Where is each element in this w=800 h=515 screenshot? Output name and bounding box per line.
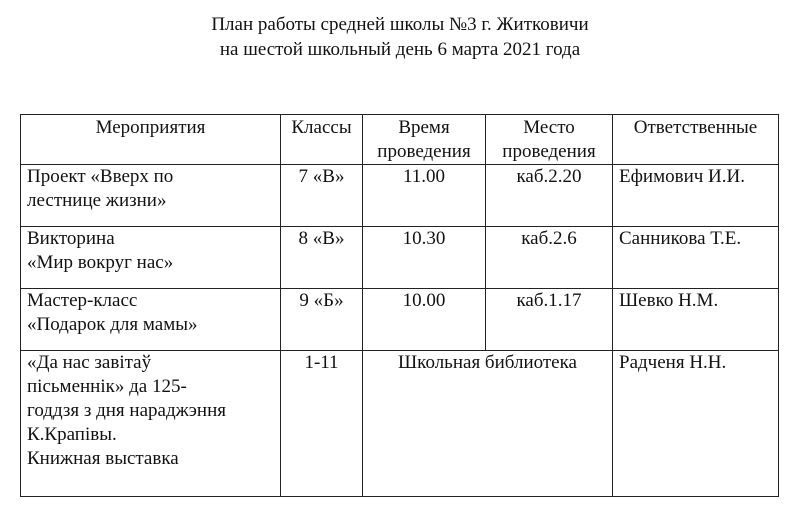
header-event: Мероприятия	[21, 115, 281, 165]
cell-place: каб.1.17	[486, 289, 613, 351]
cell-classes: 1-11	[281, 351, 363, 497]
header-classes: Классы	[281, 115, 363, 165]
cell-classes: 7 «В»	[281, 165, 363, 227]
table-header-row	[21, 115, 779, 165]
cell-responsible: Радченя Н.Н.	[613, 351, 779, 497]
cell-responsible: Ефимович И.И.	[613, 165, 779, 227]
schedule-table	[20, 114, 779, 497]
header-time: Время проведения	[363, 115, 486, 165]
cell-classes: 8 «В»	[281, 227, 363, 289]
table-row	[21, 227, 779, 289]
header-responsible: Ответственные	[613, 115, 779, 165]
cell-time: 10.00	[363, 289, 486, 351]
header-place: Место проведения	[486, 115, 613, 165]
document-title	[0, 12, 800, 62]
table-row	[21, 289, 779, 351]
cell-classes: 9 «Б»	[281, 289, 363, 351]
cell-place: каб.2.20	[486, 165, 613, 227]
table-row	[21, 165, 779, 227]
cell-time: 11.00	[363, 165, 486, 227]
cell-event: Мастер-класс «Подарок для мамы»	[21, 289, 281, 351]
cell-event: Проект «Вверх по лестнице жизни»	[21, 165, 281, 227]
title-line-2: на шестой школьный день 6 марта 2021 года	[219, 39, 581, 60]
cell-event: «Да нас завітаў пісьменнік» да 125- годдзя з дня нараджэння К.Крапівы. Книжная выставка	[21, 351, 281, 497]
cell-responsible: Санникова Т.Е.	[613, 227, 779, 289]
cell-event: Викторина «Мир вокруг нас»	[21, 227, 281, 289]
table-row	[21, 351, 779, 497]
cell-responsible: Шевко Н.М.	[613, 289, 779, 351]
title-line-1: План работы средней школы №3 г. Житковичи	[211, 14, 589, 35]
cell-time: 10.30	[363, 227, 486, 289]
cell-time-place: Школьная библиотека	[363, 351, 613, 497]
cell-place: каб.2.6	[486, 227, 613, 289]
